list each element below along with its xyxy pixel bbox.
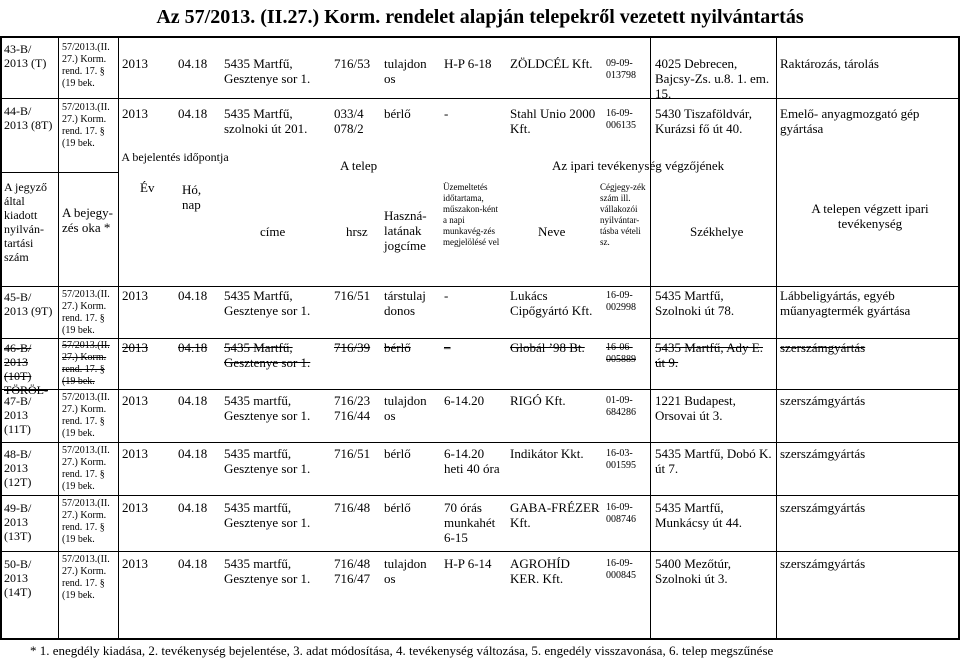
- row-month-day: 04.18: [178, 340, 208, 355]
- row-operating: -: [444, 288, 449, 303]
- row-hrsz: 716/23 716/44: [334, 393, 371, 423]
- row-address: 5435 Martfű, szolnoki út 201.: [224, 106, 308, 136]
- row-right: tulajdon os: [384, 56, 427, 86]
- row-month-day: 04.18: [178, 106, 208, 121]
- row-reg: 16-09-008746: [606, 502, 636, 525]
- row-right: tulajdon os: [384, 393, 427, 423]
- row-hrsz: 716/48: [334, 500, 371, 515]
- row-name: Lukács Cipőgyártó Kft.: [510, 288, 593, 318]
- row-year: 2013: [122, 340, 148, 355]
- row-seat: 5435 Martfű, Szolnoki út 78.: [655, 288, 735, 318]
- row-activity: Raktározás, tárolás: [780, 56, 879, 71]
- row-divider: [0, 98, 960, 99]
- row-seat: 5435 Martfű, Munkácsy út 44.: [655, 500, 743, 530]
- row-address: 5435 Martfű, Gesztenye sor 1.: [224, 340, 311, 370]
- row-year: 2013: [122, 556, 148, 571]
- row-activity: szerszámgyártás: [780, 393, 866, 408]
- row-reason: 57/2013.(II. 27.) Korm. rend. 17. § (19 bek.: [62, 42, 110, 89]
- row-seat: 4025 Debrecen, Bajcsy-Zs. u.8. 1. em. 15.: [655, 56, 770, 101]
- row-id: 45-B/ 2013 (9T): [4, 290, 53, 318]
- row-month-day: 04.18: [178, 288, 208, 303]
- header-ev: Év: [140, 180, 155, 195]
- row-year: 2013: [122, 500, 148, 515]
- row-year: 2013: [122, 393, 148, 408]
- page-title: Az 57/2013. (II.27.) Korm. rendelet alapján telepekről vezetett nyilvántartás: [156, 5, 804, 28]
- row-id: 50-B/ 2013 (14T): [4, 557, 32, 599]
- row-divider: [0, 172, 118, 173]
- row-name: Indikátor Kkt.: [510, 446, 584, 461]
- row-operating: 70 órás munkahét 6-15: [444, 500, 496, 545]
- row-seat: 5400 Mezőtúr, Szolnoki út 3.: [655, 556, 732, 586]
- row-reg: 16-06-005889: [606, 342, 636, 365]
- row-reg: 16-09-006135: [606, 108, 636, 131]
- row-hrsz: 716/53: [334, 56, 371, 71]
- row-hrsz: 716/51: [334, 288, 371, 303]
- row-seat: 1221 Budapest, Orsovai út 3.: [655, 393, 736, 423]
- row-id: 47-B/ 2013 (11T): [4, 394, 32, 436]
- header-cime: címe: [260, 224, 286, 239]
- row-reg: 16-09-002998: [606, 290, 636, 313]
- row-activity: Emelő- anyagmozgató gép gyártása: [780, 106, 920, 136]
- row-hrsz: 716/39: [334, 340, 371, 355]
- row-id: 49-B/ 2013 (13T): [4, 501, 32, 543]
- row-right: társtulaj donos: [384, 288, 426, 318]
- row-month-day: 04.18: [178, 393, 208, 408]
- row-reason: 57/2013.(II. 27.) Korm. rend. 17. § (19 bek.: [62, 102, 110, 149]
- row-right: bérlő: [384, 446, 411, 461]
- row-divider: [0, 286, 960, 287]
- row-operating: -: [444, 106, 449, 121]
- row-year: 2013: [122, 288, 148, 303]
- row-month-day: 04.18: [178, 500, 208, 515]
- header-hasznalat-jogcime: Haszná-latának jogcíme: [384, 208, 427, 253]
- row-seat: 5435 Martfű, Dobó K. út 7.: [655, 446, 772, 476]
- row-year: 2013: [122, 56, 148, 71]
- footnote: * 1. enegdély kiadása, 2. tevékenység bejelentése, 3. adat módosítása, 4. tevékenység változása, 5. engedély visszavonása, 6. telep megszűnése: [30, 643, 774, 658]
- row-operating: 6-14.20 heti 40 óra: [444, 446, 500, 476]
- row-activity: szerszámgyártás: [780, 500, 866, 515]
- row-name: RIGÓ Kft.: [510, 393, 566, 408]
- header-szekhelye: Székhelye: [690, 224, 744, 239]
- row-activity: szerszámgyártás: [780, 340, 866, 355]
- row-reg: 09-09-013798: [606, 58, 636, 81]
- row-seat: 5435 Martfű, Ady E. út 9.: [655, 340, 763, 370]
- row-reason: 57/2013.(II. 27.) Korm. rend. 17. § (19 bek.: [62, 498, 110, 545]
- row-name: AGROHÍD KER. Kft.: [510, 556, 570, 586]
- row-id: 43-B/ 2013 (T): [4, 42, 47, 70]
- row-divider: [0, 338, 960, 339]
- row-operating: 6-14.20: [444, 393, 485, 408]
- row-address: 5435 martfű, Gesztenye sor 1.: [224, 556, 311, 586]
- row-address: 5435 Martfű, Gesztenye sor 1.: [224, 56, 311, 86]
- row-month-day: 04.18: [178, 446, 208, 461]
- row-reg: 16-09-000845: [606, 558, 636, 581]
- row-name: ZÖLDCÉL Kft.: [510, 56, 593, 71]
- row-address: 5435 martfű, Gesztenye sor 1.: [224, 393, 311, 423]
- row-year: 2013: [122, 106, 148, 121]
- row-name: Stahl Unio 2000 Kft.: [510, 106, 596, 136]
- row-id: 48-B/ 2013 (12T): [4, 447, 32, 489]
- header-bejelentes-idopontja: A bejelentés időpontja: [121, 150, 229, 164]
- row-reason: 57/2013.(II. 27.) Korm. rend. 17. § (19 bek.: [62, 445, 110, 492]
- row-divider: [0, 389, 960, 390]
- row-reason: 57/2013.(II. 27.) Korm. rend. 17. § (19 bek.: [62, 554, 110, 601]
- row-month-day: 04.18: [178, 556, 208, 571]
- row-operating: –: [444, 340, 451, 355]
- header-nyilvantartasi-szam: A jegyző által kiadott nyilván-tartási szám: [4, 180, 47, 264]
- row-hrsz: 033/4 078/2: [334, 106, 364, 136]
- header-neve: Neve: [538, 224, 566, 239]
- header-cegjegyzekszam: Cégjegy-zék szám ill. vállakozói nyilvántar-tásba vételi sz.: [600, 182, 646, 247]
- row-seat: 5430 Tiszaföldvár, Kurázsi fő út 40.: [655, 106, 752, 136]
- row-reason: 57/2013.(II. 27.) Korm. rend. 17. § (19 bek.: [62, 392, 110, 439]
- row-year: 2013: [122, 446, 148, 461]
- row-operating: H-P 6-18: [444, 56, 492, 71]
- row-divider: [0, 495, 960, 496]
- row-reg: 16-03-001595: [606, 448, 636, 471]
- header-hrsz: hrsz: [346, 224, 368, 239]
- row-operating: H-P 6-14: [444, 556, 492, 571]
- header-uzemeltetes: Üzemeltetés időtartama, műszakon-ként a napi munkavég-zés megjelölésé vel: [443, 182, 500, 247]
- row-id: 46-B/ 2013 (10T) TÖRÖL-: [4, 341, 48, 397]
- row-name: Globál ’98 Bt.: [510, 340, 585, 355]
- row-activity: szerszámgyártás: [780, 556, 866, 571]
- row-hrsz: 716/48 716/47: [334, 556, 371, 586]
- row-reason: 57/2013.(II. 27.) Korm. rend. 17. § (19 bek.: [62, 289, 110, 336]
- row-address: 5435 Martfű, Gesztenye sor 1.: [224, 288, 311, 318]
- row-activity: Lábbeligyártás, egyéb műanyagtermék gyártása: [780, 288, 911, 318]
- header-ho-nap: Hó, nap: [182, 182, 202, 212]
- row-reason: 57/2013.(II. 27.) Korm. rend. 17. § (19 bek.: [62, 340, 110, 387]
- row-right: bérlő: [384, 340, 411, 355]
- row-activity: szerszámgyártás: [780, 446, 866, 461]
- header-bejegyzes-oka: A bejegy-zés oka *: [62, 205, 113, 235]
- row-month-day: 04.18: [178, 56, 208, 71]
- header-a-telep: A telep: [340, 158, 378, 173]
- row-divider: [0, 442, 960, 443]
- header-vegzett-tevekenyseg: A telepen végzett ipari tevékenység: [811, 201, 929, 231]
- row-name: GABA-FRÉZER Kft.: [510, 500, 600, 530]
- row-id: 44-B/ 2013 (8T): [4, 104, 53, 132]
- row-right: tulajdon os: [384, 556, 427, 586]
- row-right: bérlő: [384, 106, 411, 121]
- row-reg: 01-09-684286: [606, 395, 636, 418]
- row-right: bérlő: [384, 500, 411, 515]
- row-address: 5435 martfű, Gesztenye sor 1.: [224, 500, 311, 530]
- header-ipari-tevekenyseg-vegzo: Az ipari tevékenység végzőjének: [552, 158, 725, 173]
- row-address: 5435 martfű, Gesztenye sor 1.: [224, 446, 311, 476]
- row-divider: [0, 551, 960, 552]
- row-hrsz: 716/51: [334, 446, 371, 461]
